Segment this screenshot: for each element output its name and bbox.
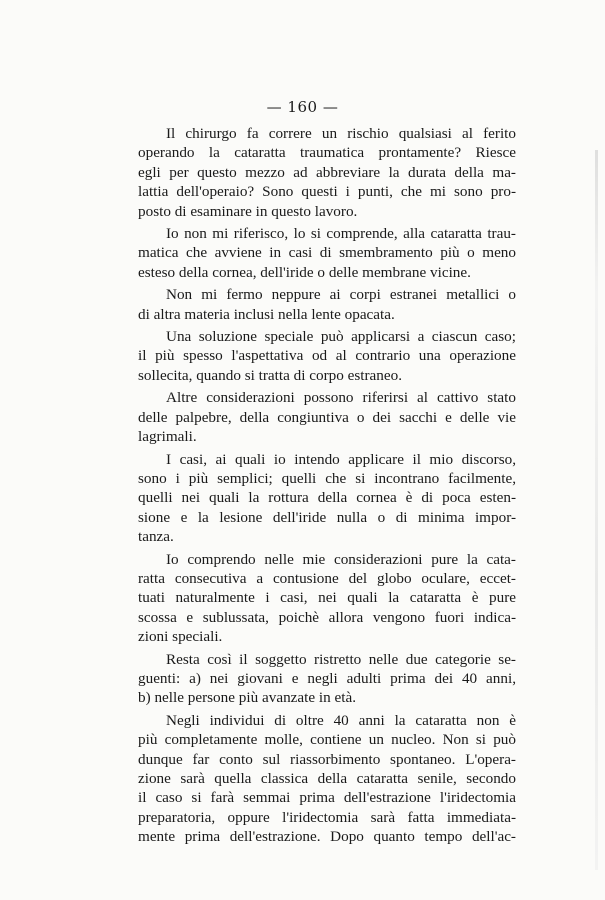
text-line: dunque far conto sul riassorbimento spontaneo. L'opera- [138,750,516,768]
text-line: Io non mi riferisco, lo si comprende, alla cataratta trau- [166,225,516,243]
text-line: I casi, ai quali io intendo applicare il mio discorso, [166,450,516,468]
text-line: b) nelle persone più avanzate in età. [138,689,357,707]
paragraph [138,450,516,547]
paragraph [138,711,516,847]
text-line: posto di esaminare in questo lavoro. [138,202,358,220]
text-line: sione e la lesione dell'iride nulla o di minima impor- [138,508,516,526]
text-line: tanza. [138,528,174,546]
text-line: egli per questo mezzo ad abbreviare la durata della ma- [138,163,516,181]
text-line: di altra materia inclusi nella lente opacata. [138,305,395,323]
text-line: mente prima dell'estrazione. Dopo quanto tempo dell'ac- [138,828,516,846]
paragraph [138,124,516,221]
text-line: delle palpebre, della congiuntiva o dei sacchi e delle vie [138,408,516,426]
text-line: lagrimali. [138,428,197,446]
text-line: quelli nei quali la rottura della cornea è di poca esten- [138,489,516,507]
text-line: Non mi fermo neppure ai corpi estranei metallici o [166,286,516,304]
text-line: lattia dell'operaio? Sono questi i punti, che mi sono pro- [138,183,516,201]
text-line: Il chirurgo fa correre un rischio qualsiasi al ferito [166,125,516,142]
text-line: sono i più semplici; quelli che si incontrano facilmente, [138,469,516,487]
paragraph [138,224,516,282]
paragraph [138,327,516,385]
text-line: Una soluzione speciale può applicarsi a ciascun caso; [166,328,516,346]
text-line: sollecita, quando si tratta di corpo estraneo. [138,366,403,384]
paragraph [138,388,516,446]
page-number: — 160 — [266,98,339,116]
text-line: scossa e sublussata, poichè allora vengono fuori indica- [138,608,516,626]
text-line: Resta così il soggetto ristretto nelle due categorie se- [166,650,516,668]
paragraph [138,650,516,708]
text-line: preparatoria, oppure l'iridectomia sarà fatta immediata- [138,808,516,826]
text-line: il più spesso l'aspettativa od al contrario una operazione [138,347,516,365]
text-line: più completamente molle, contiene un nucleo. Non si può [138,731,516,749]
paragraph [138,550,516,647]
text-line: Io comprendo nelle mie considerazioni pure la cata- [166,550,516,568]
text-line: il caso si farà semmai prima dell'estrazione l'iridectomia [138,789,516,807]
text-line: zione sarà quella classica della cataratta senile, secondo [138,770,516,787]
text-line: Altre considerazioni possono riferirsi al cattivo stato [166,389,516,407]
text-line: Negli individui di oltre 40 anni la cataratta non è [166,711,516,729]
text-line: zioni speciali. [138,628,223,646]
page-edge-shadow [595,150,598,870]
text-line: guenti: a) nei giovani e negli adulti prima dei 40 anni, [138,669,516,687]
text-line: matica che avviene in casi di smembramento più o meno [138,244,516,262]
paragraph [138,285,516,324]
text-line: operando la cataratta traumatica prontamente? Riesce [138,144,516,162]
text-line: tuati naturalmente i casi, nei quali la cataratta è pure [138,589,516,607]
text-line: esteso della cornea, dell'iride o delle membrane vicine. [138,263,471,281]
text-line: ratta consecutiva a contusione del globo oculare, eccet- [138,569,516,587]
body-text [138,124,516,847]
